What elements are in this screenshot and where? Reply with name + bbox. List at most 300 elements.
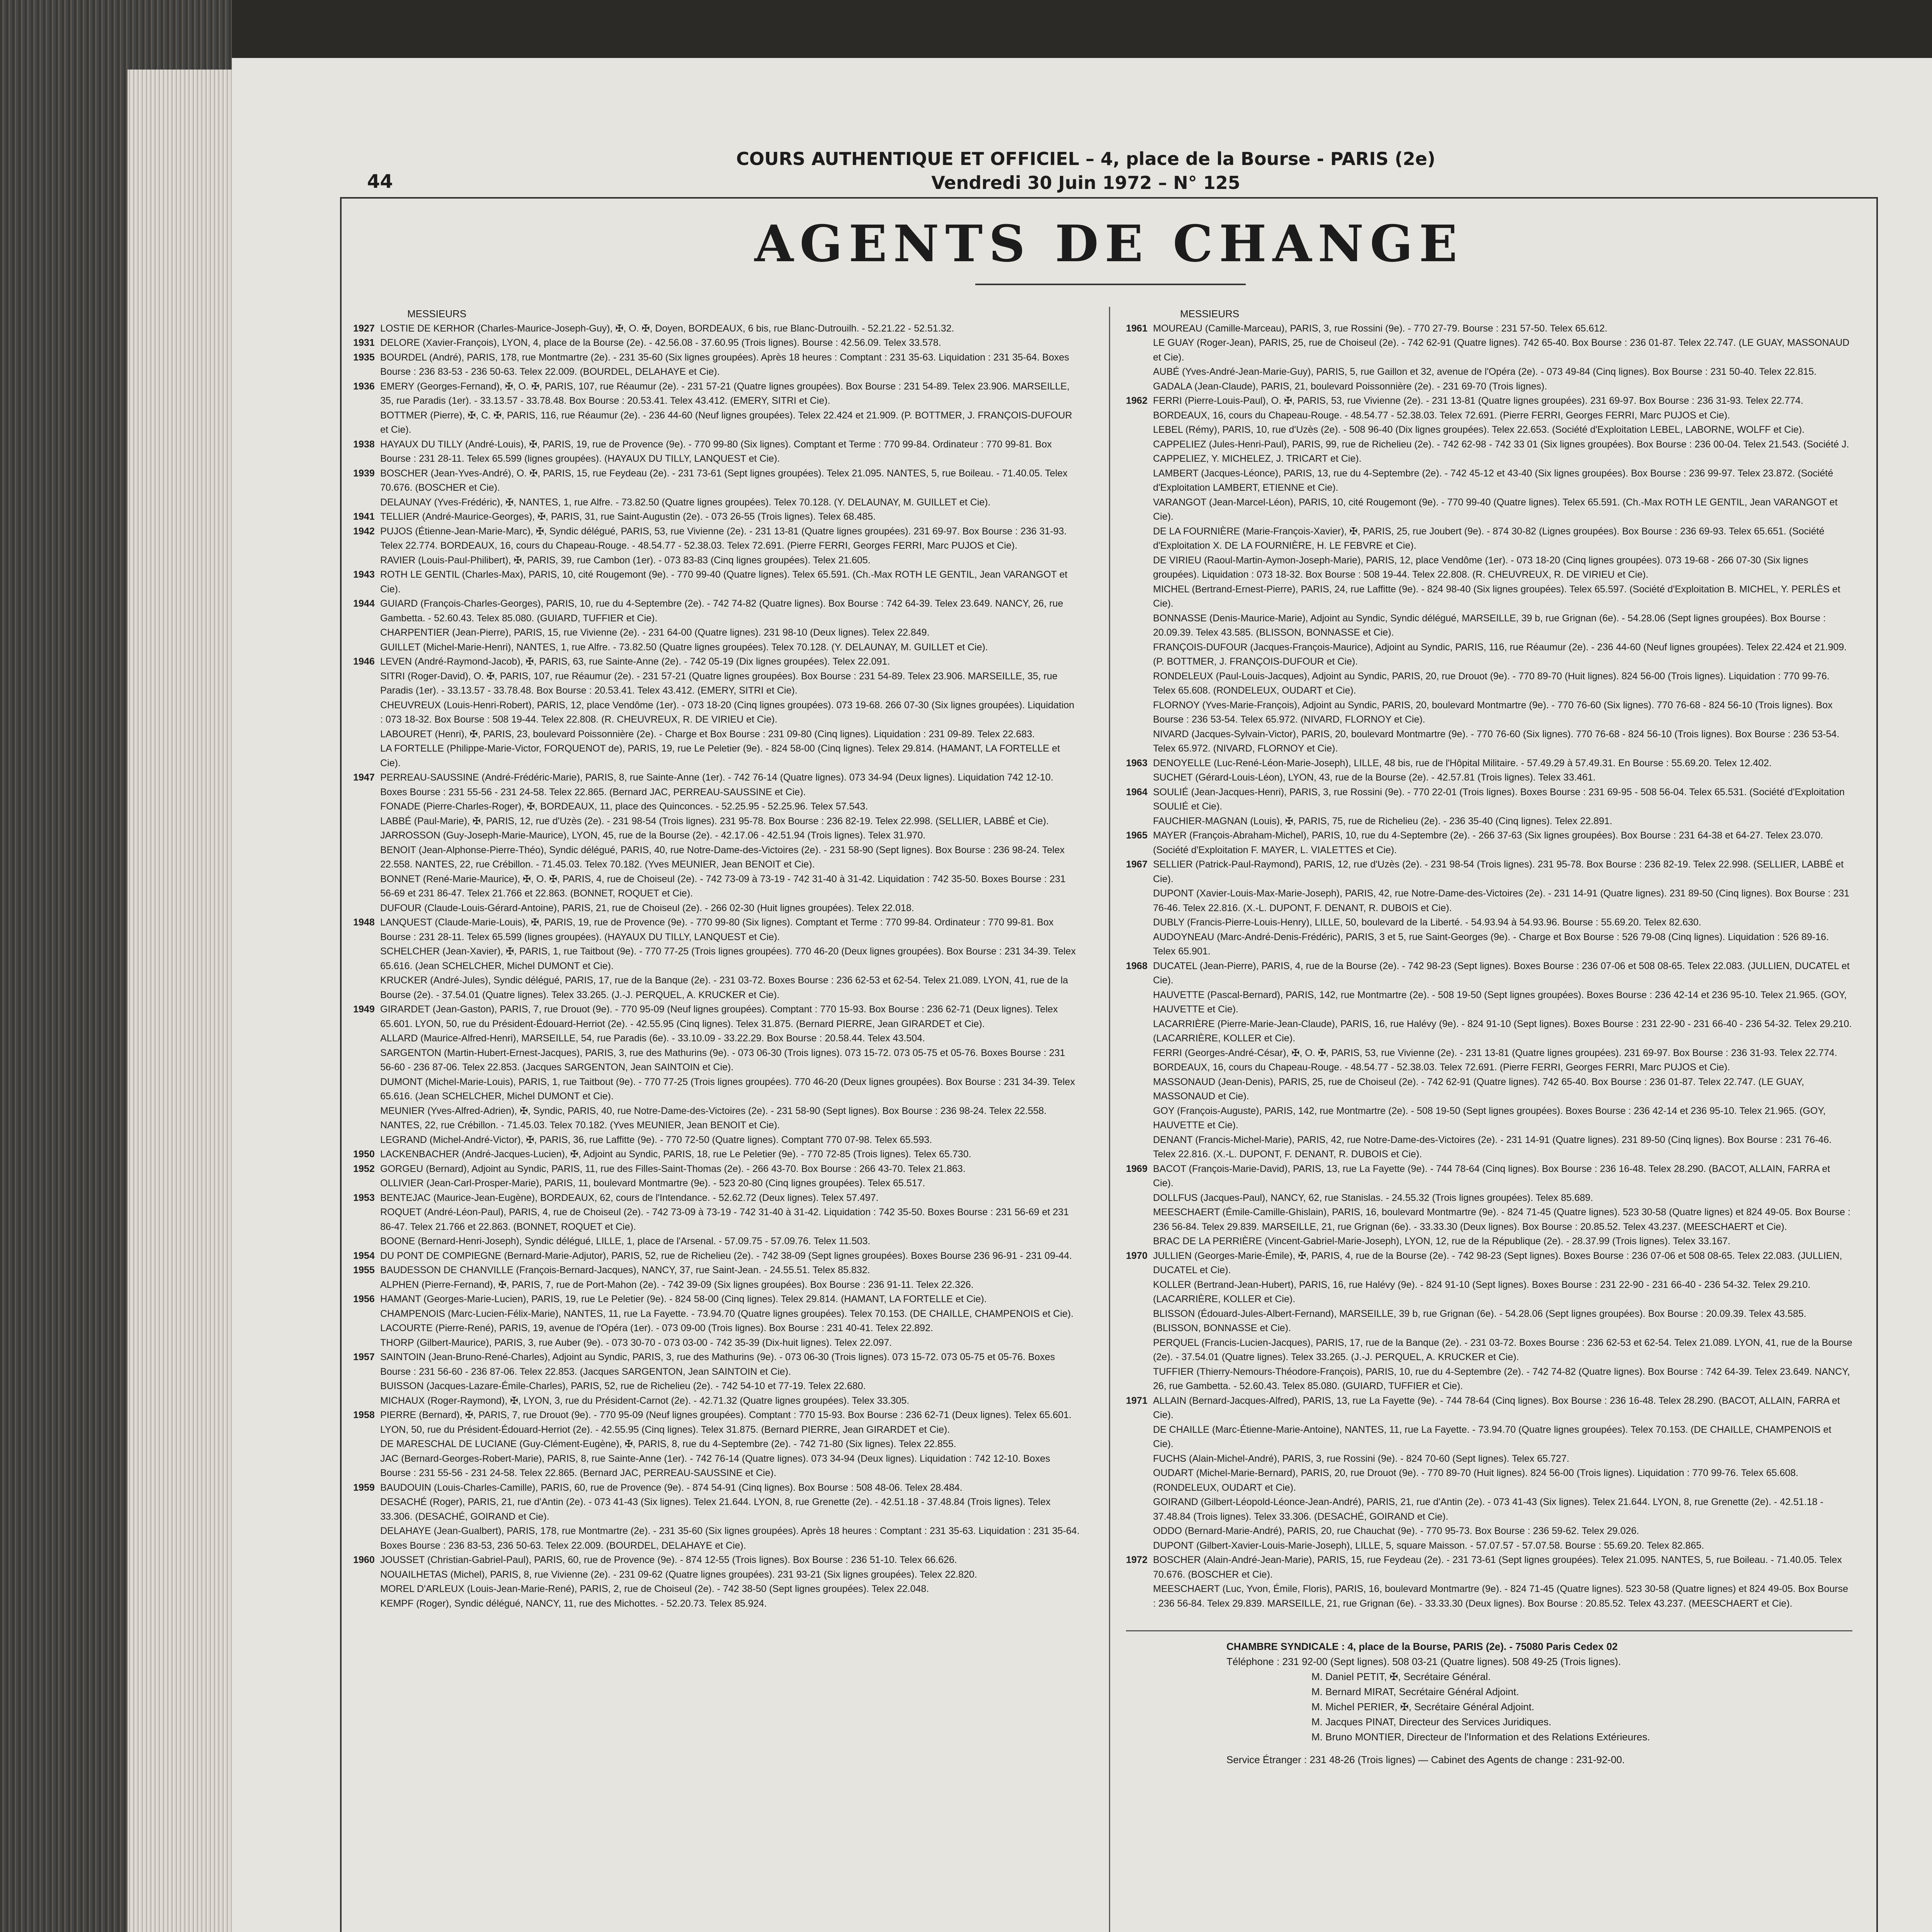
entry-year <box>1126 423 1153 437</box>
entry-text: DENANT (Francis-Michel-Marie), PARIS, 42, rue Notre-Dame-des-Victoires (2e). - 231 14-91 (Quatre lignes). 231 89-50 (Cinq lignes). Box Bourse : 231 76-46. Telex 22.816. (X.-L. DUPONT, F. DENANT, R. DUBOIS et Cie). <box>1153 1134 1832 1160</box>
entry-year <box>1126 1452 1153 1466</box>
entry-year <box>353 1278 380 1293</box>
entry-text: GOIRAND (Gilbert-Léopold-Léonce-Jean-André), PARIS, 21, rue d'Antin (2e). - 073 41-43 (Six lignes). Telex 21.644. LYON, 8, rue Grenette (2e). - 42.51.18 - 37.48.84 (Trois lignes). Telex 33.306. (DESACHÉ, GOIRAND et Cie). <box>1153 1497 1823 1522</box>
entry-year <box>1126 582 1153 611</box>
agent-entry <box>353 597 1080 626</box>
agent-entry <box>353 1553 1080 1568</box>
entry-year <box>1126 1234 1153 1249</box>
agent-entry <box>1126 669 1852 698</box>
entry-text: LEBEL (Rémy), PARIS, 10, rue d'Uzès (2e). - 508 96-40 (Dix lignes groupées). Telex 22.653. (Société d'Exploitation LEBEL, LABORNE, WOLFF et Cie). <box>1153 424 1805 435</box>
entry-text: BOTTMER (Pierre), ✠, C. ✠, PARIS, 116, rue Réaumur (2e). - 236 44-60 (Neuf lignes groupées). Telex 22.424 et 21.909. (P. BOTTMER, J. FRANÇOIS-DUFOUR et Cie). <box>380 410 1072 435</box>
entry-text: MEESCHAERT (Luc, Yvon, Émile, Floris), PARIS, 16, boulevard Montmartre (9e). - 824 71-45 (Quatre lignes). 523 30-58 (Quatre lignes) et 824 49-05. Box Bourse : 236 56-84. Telex 29.839. MARSEILLE, 21, rue Grignan (6e). - 33.33.30 (Deux lignes). Box Bourse : 20.85.52. Telex 43.237. (MEESCHAERT et Cie). <box>1153 1583 1848 1609</box>
entry-year: 1936 <box>353 381 375 392</box>
agent-entry <box>353 640 1080 655</box>
entry-text: DU PONT DE COMPIEGNE (Bernard-Marie-Adjutor), PARIS, 52, rue de Richelieu (2e). - 742 38-09 (Sept lignes groupées). Boxes Bourse 236 96-91 - 231 09-44. <box>380 1250 1072 1261</box>
entry-text: SUCHET (Gérard-Louis-Léon), LYON, 43, rue de la Bourse (2e). - 42.57.81 (Trois lignes). Telex 33.461. <box>1153 772 1596 783</box>
entry-text: TELLIER (André-Maurice-Georges), ✠, PARIS, 31, rue Saint-Augustin (2e). - 073 26-55 (Trois lignes). Telex 68.485. <box>380 511 876 522</box>
agent-entry <box>1126 857 1852 886</box>
entry-text: DOLLFUS (Jacques-Paul), NANCY, 62, rue Stanislas. - 24.55.32 (Trois lignes groupées). Telex 85.689. <box>1153 1192 1593 1203</box>
entry-text: DELORE (Xavier-François), LYON, 4, place de la Bourse (2e). - 42.56.08 - 37.60.95 (Trois lignes). Bourse : 42.56.09. Telex 33.578. <box>380 337 941 348</box>
agent-entry <box>1126 1423 1852 1452</box>
agent-entry <box>1126 1495 1852 1524</box>
entry-text: DE LA FOURNIÈRE (Marie-François-Xavier), ✠, PARIS, 25, rue Joubert (9e). - 874 30-82 (Lignes groupées). Box Bourse : 236 69-93. Telex 65.651. (Société d'Exploitation X. DE LA FOURNIÈRE, H. LE FEBVRE et Cie). <box>1153 526 1825 551</box>
entry-year <box>353 1452 380 1481</box>
entry-year <box>1126 524 1153 553</box>
entry-text: MICHAUX (Roger-Raymond), ✠, LYON, 3, rue du Président-Carnot (2e). - 42.71.32 (Quatre lignes groupées). Telex 33.305. <box>380 1395 910 1406</box>
entry-text: KOLLER (Bertrand-Jean-Hubert), PARIS, 16, rue Halévy (9e). - 824 91-10 (Sept lignes). Boxes Bourse : 231 22-90 - 231 66-40 - 236 54-32. Telex 29.210. (LACARRIÈRE, KOLLER et Cie). <box>1153 1279 1811 1304</box>
entry-list <box>1126 321 1852 1611</box>
entry-text: SCHELCHER (Jean-Xavier), ✠, PARIS, 1, rue Taitbout (9e). - 770 77-25 (Trois lignes groupées). 770 46-20 (Deux lignes groupées). Box Bourse : 231 34-39. Telex 65.616. (Jean SCHELCHER, Michel DUMONT et Cie). <box>380 946 1076 971</box>
agent-entry <box>353 1031 1080 1046</box>
entry-year <box>1126 379 1153 394</box>
entry-text: LACARRIÈRE (Pierre-Marie-Jean-Claude), PARIS, 16, rue Halévy (9e). - 824 91-10 (Sept lignes). Boxes Bourse : 231 22-90 - 231 66-40 - 236 54-32. Telex 29.210. (LACARRIÈRE, KOLLER et Cie). <box>1153 1018 1852 1044</box>
entry-text: SARGENTON (Martin-Hubert-Ernest-Jacques), PARIS, 3, rue des Mathurins (9e). - 073 06-30 (Trois lignes). 073 15-72. 073 05-75 et 05-76. Boxes Bourse : 231 56-60 - 236 87-06. Telex 22.853. (Jacques SARGENTON, Jean SAINTOIN et Cie). <box>380 1047 1065 1073</box>
entry-text: PUJOS (Étienne-Jean-Marie-Marc), ✠, Syndic délégué, PARIS, 53, rue Vivienne (2e). - 231 13-81 (Quatre lignes groupées). 231 69-97. Box Bourse : 236 31-93. Telex 22.774. BORDEAUX, 16, cours du Chapeau-Rouge. - 48.54.77 - 52.38.03. Telex 72.691. (Pierre FERRI, Georges FERRI, Marc PUJOS et Cie). <box>380 526 1067 551</box>
entry-text: BLISSON (Édouard-Jules-Albert-Fernand), MARSEILLE, 39 b, rue Grignan (6e). - 54.28.06 (Sept lignes groupées). Box Bourse : 20.09.39. Telex 43.585. (BLISSON, BONNASSE et Cie). <box>1153 1308 1806 1333</box>
officer-line: M. Bernard MIRAT, Secrétaire Général Adjoint. <box>1311 1686 1519 1697</box>
entry-text: SELLIER (Patrick-Paul-Raymond), PARIS, 12, rue d'Uzès (2e). - 231 98-54 (Trois lignes). 231 95-78. Box Bourse : 236 82-19. Telex 22.998. (SELLIER, LABBÉ et Cie). <box>1153 859 1844 884</box>
officer-line: M. Bruno MONTIER, Directeur de l'Information et des Relations Extérieures. <box>1311 1731 1650 1743</box>
entry-year <box>1126 1278 1153 1307</box>
entry-year <box>1126 1365 1153 1394</box>
entry-year: 1959 <box>353 1482 375 1493</box>
agent-entry <box>1126 640 1852 669</box>
entry-year <box>1126 1046 1153 1075</box>
entry-year: 1947 <box>353 772 375 783</box>
column-label: MESSIEURS <box>1180 308 1240 320</box>
agent-entry <box>353 1292 1080 1307</box>
entry-text: FERRI (Georges-André-César), ✠, O. ✠, PARIS, 53, rue Vivienne (2e). - 231 13-81 (Quatre lignes groupées). 231 69-97. Box Bourse : 236 31-93. Telex 22.774. BORDEAUX, 16, cours du Chapeau-Rouge. - 48.54.77 - 52.38.03. Telex 72.691. (Pierre FERRI, Georges FERRI, Marc PUJOS et Cie). <box>1153 1047 1837 1073</box>
entry-text: DE VIRIEU (Raoul-Martin-Aymon-Joseph-Marie), PARIS, 12, place Vendôme (1er). - 073 18-20 (Cinq lignes groupées). 073 19-68 - 266 07-30 (Six lignes groupées). Liquidation : 073 18-32. Box Bourse : 508 19-44. Telex 22.808. (R. CHEUVREUX, R. DE VIRIEU et Cie). <box>1153 554 1808 580</box>
entry-year <box>353 1437 380 1452</box>
agent-entry <box>353 437 1080 466</box>
entry-text: OUDART (Michel-Marie-Bernard), PARIS, 20, rue Drouot (9e). - 770 89-70 (Huit lignes). 824 56-00 (Trois lignes). Liquidation : 770 99-76. Telex 65.608. (RONDELEUX, OUDART et Cie). <box>1153 1468 1799 1493</box>
entry-year <box>1126 1582 1153 1611</box>
entry-text: MOUREAU (Camille-Marceau), PARIS, 3, rue Rossini (9e). - 770 27-79. Bourse : 231 57-50. Telex 65.612. <box>1153 323 1607 334</box>
entry-text: NOUAILHETAS (Michel), PARIS, 8, rue Vivienne (2e). - 231 09-62 (Quatre lignes groupées). 231 93-21 (Six lignes groupées). Telex 22.820. <box>380 1569 977 1580</box>
entry-year: 1971 <box>1126 1395 1148 1406</box>
entry-year <box>353 1379 380 1394</box>
entry-year: 1942 <box>353 526 375 537</box>
agent-entry <box>353 408 1080 437</box>
entry-year <box>353 1075 380 1104</box>
entry-text: FLORNOY (Yves-Marie-François), Adjoint au Syndic, PARIS, 20, boulevard Montmartre (9e). - 770 76-60 (Six lignes). 770 76-68 - 824 56-10 (Trois lignes). Box Bourse : 236 53-54. Telex 65.972. (NIVARD, FLORNOY et Cie). <box>1153 699 1833 725</box>
agent-entry <box>353 1336 1080 1350</box>
entry-text: LOSTIE DE KERHOR (Charles-Maurice-Joseph-Guy), ✠, O. ✠, Doyen, BORDEAUX, 6 bis, rue Blanc-Dutrouilh. - 52.21.22 - 52.51.32. <box>380 323 954 334</box>
chambre-heading: CHAMBRE SYNDICALE : 4, place de la Bourse, PARIS (2e). - 75080 Paris Cedex 02 <box>1226 1641 1618 1652</box>
entry-text: DELAHAYE (Jean-Gualbert), PARIS, 178, rue Montmartre (2e). - 231 35-60 (Six lignes groupées). Après 18 heures : Comptant : 231 35-63. Liquidation : 231 35-64. Boxes Bourse : 236 83-53, 236 50-63. Telex 22.009. (BOURDEL, DELAHAYE et Cie). <box>380 1526 1080 1551</box>
officer-line: M. Daniel PETIT, ✠, Secrétaire Général. <box>1311 1671 1491 1682</box>
agent-entry <box>353 1394 1080 1408</box>
agent-entry <box>1126 1307 1852 1336</box>
entry-text: NIVARD (Jacques-Sylvain-Victor), PARIS, 20, boulevard Montmartre (9e). - 770 76-60 (Six lignes). 770 76-68 - 824 56-10 (Trois lignes). Box Bourse : 236 53-54. Telex 65.972. (NIVARD, FLORNOY et Cie). <box>1153 728 1840 754</box>
entry-text: DUPONT (Gilbert-Xavier-Louis-Marie-Joseph), LILLE, 5, square Maisson. - 57.07.57 - 57.07.58. Bourse : 55.69.20. Telex 82.865. <box>1153 1540 1704 1551</box>
entry-text: GORGEU (Bernard), Adjoint au Syndic, PARIS, 11, rue des Filles-Saint-Thomas (2e). - 266 43-70. Box Bourse : 266 43-70. Telex 21.863. <box>380 1163 966 1174</box>
entry-year: 1972 <box>1126 1554 1148 1565</box>
entry-year <box>353 872 380 901</box>
agent-entry <box>353 799 1080 814</box>
agent-entry <box>1126 1191 1852 1206</box>
entry-text: DUCATEL (Jean-Pierre), PARIS, 4, rue de la Bourse (2e). - 742 98-23 (Sept lignes). Boxes Bourse : 236 07-06 et 508 08-65. Telex 22.083. (JULLIEN, DUCATEL et Cie). <box>1153 960 1850 986</box>
agent-entry <box>353 944 1080 973</box>
agent-entry <box>1126 698 1852 727</box>
entry-year <box>1126 1104 1153 1133</box>
entry-year <box>353 626 380 640</box>
entry-year <box>1126 365 1153 379</box>
agent-entry <box>353 1452 1080 1481</box>
entry-year: 1946 <box>353 656 375 667</box>
entry-year: 1950 <box>353 1149 375 1160</box>
entry-year: 1956 <box>353 1294 375 1304</box>
entry-text: GIRARDET (Jean-Gaston), PARIS, 7, rue Drouot (9e). - 770 95-09 (Neuf lignes groupées). Comptant : 770 15-93. Box Bourse : 236 62-71 (Deux lignes). Telex 65.601. LYON, 50, rue du Président-Édouard-Herriot (2e). - 42.55.95 (Cinq lignes). Telex 31.875. (Bernard PIERRE, Jean GIRARDET et Cie). <box>380 1004 1058 1029</box>
entry-text: ALLAIN (Bernard-Jacques-Alfred), PARIS, 13, rue La Fayette (9e). - 744 78-64 (Cinq lignes). Box Bourse : 236 16-48. Telex 28.290. (BACOT, ALLAIN, FARRA et Cie). <box>1153 1395 1840 1420</box>
agent-entry <box>353 727 1080 742</box>
entry-year <box>1126 727 1153 756</box>
page-number: 44 <box>367 171 393 192</box>
entry-text: CHARPENTIER (Jean-Pierre), PARIS, 15, rue Vivienne (2e). - 231 64-00 (Quatre lignes). 231 98-10 (Deux lignes). Telex 22.849. <box>380 627 930 638</box>
entry-text: GUIARD (François-Charles-Georges), PARIS, 10, rue du 4-Septembre (2e). - 742 74-82 (Quatre lignes). Box Bourse : 742 64-39. Telex 23.649. NANCY, 26, rue Gambetta. - 52.60.43. Telex 85.080. (GUIARD, TUFFIER et Cie). <box>380 598 1063 624</box>
entry-year <box>1126 698 1153 727</box>
entry-text: JAC (Bernard-Georges-Robert-Marie), PARIS, 8, rue Sainte-Anne (1er). - 742 76-14 (Quatre lignes). 073 34-94 (Deux lignes). Liquidation : 742 12-10. Boxes Bourse : 231 55-56 - 231 24-58. Telex 22.865. (Bernard JAC, PERREAU-SAUSSINE et Cie). <box>380 1453 1050 1478</box>
agent-entry <box>1126 1582 1852 1611</box>
entry-year <box>353 1336 380 1350</box>
agent-entry <box>353 495 1080 510</box>
agent-entry <box>353 973 1080 1002</box>
agent-entry <box>1126 394 1852 423</box>
entry-text: DUBLY (Francis-Pierre-Louis-Henry), LILLE, 50, boulevard de la Liberté. - 54.93.94 à 54.93.96. Bourse : 55.69.20. Telex 82.630. <box>1153 917 1701 928</box>
agent-entry <box>353 655 1080 669</box>
entry-year <box>353 553 380 568</box>
entry-year: 1939 <box>353 468 375 479</box>
agent-entry <box>353 1408 1080 1437</box>
entry-text: LABBÉ (Paul-Marie), ✠, PARIS, 12, rue d'Uzès (2e). - 231 98-54 (Trois lignes). 231 95-78. Box Bourse : 236 82-19. Telex 22.998. (SELLIER, LABBÉ et Cie). <box>380 815 1049 827</box>
entry-text: EMERY (Georges-Fernand), ✠, O. ✠, PARIS, 107, rue Réaumur (2e). - 231 57-21 (Quatre lignes groupées). Box Bourse : 231 54-89. Telex 23.906. MARSEILLE, 35, rue Paradis (1er). - 33.13.57 - 33.78.48. Box Bourse : 20.53.41. Telex 43.412. (EMERY, SITRI et Cie). <box>380 381 1070 406</box>
page <box>232 58 1932 1932</box>
entry-text: ALPHEN (Pierre-Fernand), ✠, PARIS, 7, rue de Port-Mahon (2e). - 742 39-09 (Six lignes groupées). Box Bourse : 236 91-11. Telex 22.326. <box>380 1279 974 1290</box>
entry-year <box>353 1133 380 1148</box>
entry-text: JARROSSON (Guy-Joseph-Marie-Maurice), LYON, 45, rue de la Bourse (2e). - 42.17.06 - 42.51.94 (Trois lignes). Telex 31.970. <box>380 830 926 841</box>
entry-text: GOY (François-Auguste), PARIS, 142, rue Montmartre (2e). - 508 19-50 (Sept lignes groupées). Boxes Bourse : 236 42-14 et 236 95-10. Telex 21.965. (GOY, HAUVETTE et Cie). <box>1153 1105 1826 1131</box>
entry-text: BRAC DE LA PERRIÈRE (Vincent-Gabriel-Marie-Joseph), LYON, 12, rue de la République (2e). - 28.37.99 (Trois lignes). Telex 33.167. <box>1153 1236 1731 1247</box>
entry-text: ROTH LE GENTIL (Charles-Max), PARIS, 10, cité Rougemont (9e). - 770 99-40 (Quatre lignes). Telex 65.591. (Ch.-Max ROTH LE GENTIL, Jean VARANGOT et Cie). <box>380 569 1068 595</box>
officer-line: M. Jacques PINAT, Directeur des Services Juridiques. <box>1311 1716 1551 1728</box>
entry-text: BOURDEL (André), PARIS, 178, rue Montmartre (2e). - 231 35-60 (Six lignes groupées). Après 18 heures : Comptant : 231 35-63. Liquidation : 231 35-64. Boxes Bourse : 236 83-53 - 236 50-63. Telex 22.009. (BOURDEL, DELAHAYE et Cie). <box>380 352 1069 377</box>
agent-entry <box>1126 727 1852 756</box>
agent-entry <box>1126 915 1852 930</box>
agent-entry <box>1126 886 1852 915</box>
entry-year <box>353 1104 380 1133</box>
agent-entry <box>1126 770 1852 785</box>
entry-text: PERREAU-SAUSSINE (André-Frédéric-Marie), PARIS, 8, rue Sainte-Anne (1er). - 742 76-14 (Quatre lignes). 073 34-94 (Deux lignes). Liquidation 742 12-10. Boxes Bourse : 231 55-56 - 231 24-58. Telex 22.865. (Bernard JAC, PERREAU-SAUSSINE et Cie). <box>380 772 1054 798</box>
entry-year <box>353 828 380 843</box>
entry-year <box>1126 915 1153 930</box>
agent-entry <box>1126 756 1852 771</box>
entry-text: LACOURTE (Pierre-René), PARIS, 19, avenue de l'Opéra (1er). - 073 09-00 (Trois lignes). Box Bourse : 231 40-41. Telex 22.892. <box>380 1323 933 1333</box>
entry-text: HAMANT (Georges-Marie-Lucien), PARIS, 19, rue Le Peletier (9e). - 824 58-00 (Cinq lignes). Telex 29.814. (HAMANT, LA FORTELLE et Cie). <box>380 1294 987 1304</box>
agent-entry <box>353 1234 1080 1249</box>
agent-entry <box>353 698 1080 727</box>
entry-text: AUDOYNEAU (Marc-André-Denis-Frédéric), PARIS, 3 et 5, rue Saint-Georges (9e). - Charge et Box Bourse : 526 79-08 (Cinq lignes). Liquidation : 526 89-16. Telex 65.901. <box>1153 931 1829 957</box>
entry-year: 1954 <box>353 1250 375 1261</box>
agent-entry <box>353 1002 1080 1031</box>
entry-year <box>353 1321 380 1336</box>
agent-entry <box>1126 1394 1852 1423</box>
entry-year <box>353 843 380 872</box>
agent-entry <box>353 626 1080 640</box>
entry-year <box>1126 1524 1153 1539</box>
agent-entry <box>353 1162 1080 1177</box>
agent-entry <box>1126 321 1852 336</box>
entry-year: 1967 <box>1126 859 1148 870</box>
title-rule <box>975 284 1246 285</box>
entry-text: BUISSON (Jacques-Lazare-Émile-Charles), PARIS, 52, rue de Richelieu (2e). - 742 54-10 et 77-19. Telex 22.680. <box>380 1381 866 1391</box>
entry-year <box>1126 1191 1153 1206</box>
entry-year <box>353 973 380 1002</box>
entry-year: 1941 <box>353 511 375 522</box>
entry-year: 1948 <box>353 917 375 928</box>
agent-entry <box>353 770 1080 799</box>
entry-text: MAYER (François-Abraham-Michel), PARIS, 10, rue du 4-Septembre (2e). - 266 37-63 (Six lignes groupées). Box Bourse : 231 64-38 et 64-27. Telex 23.070. (Société d'Exploitation F. MAYER, L. VIALETTES et Cie). <box>1153 830 1823 855</box>
entry-text: DUMONT (Michel-Marie-Louis), PARIS, 1, rue Taitbout (9e). - 770 77-25 (Trois lignes groupées). 770 46-20 (Deux lignes groupées). Box Bourse : 231 34-39. Telex 65.616. (Jean SCHELCHER, Michel DUMONT et Cie). <box>380 1076 1075 1102</box>
entry-text: MASSONAUD (Jean-Denis), PARIS, 25, rue de Choiseul (2e). - 742 62-91 (Quatre lignes). 742 65-40. Box Bourse : 236 01-87. Telex 22.747. (LE GUAY, MASSONAUD et Cie). <box>1153 1076 1804 1102</box>
entry-year: 1943 <box>353 569 375 580</box>
entry-text: FRANÇOIS-DUFOUR (Jacques-François-Maurice), Adjoint au Syndic, PARIS, 116, rue Réaumur (2e). - 236 44-60 (Neuf lignes groupées). Telex 22.424 et 21.909. (P. BOTTMER, J. FRANÇOIS-DUFOUR et Cie). <box>1153 641 1847 667</box>
agent-entry <box>1126 1075 1852 1104</box>
entry-year: 1935 <box>353 352 375 363</box>
entry-text: BAUDESSON DE CHANVILLE (François-Bernard-Jacques), NANCY, 37, rue Saint-Jean. - 24.55.51. Telex 85.832. <box>380 1265 870 1276</box>
entry-year <box>353 1394 380 1408</box>
entry-text: BONNASSE (Denis-Maurice-Marie), Adjoint au Syndic, Syndic délégué, MARSEILLE, 39 b, rue Grignan (6e). - 54.28.06 (Sept lignes groupées). Box Bourse : 20.09.39. Telex 43.585. (BLISSON, BONNASSE et Cie). <box>1153 612 1826 638</box>
entry-text: TUFFIER (Thierry-Nemours-Théodore-François), PARIS, 10, rue du 4-Septembre (2e). - 742 74-82 (Quatre lignes). Box Bourse : 742 64-39. Telex 23.649. NANCY, 26, rue Gambetta. - 52.60.43. Telex 85.080. (GUIARD, TUFFIER et Cie). <box>1153 1366 1850 1391</box>
agent-entry <box>353 1481 1080 1495</box>
entry-year <box>353 799 380 814</box>
entry-text: FAUCHIER-MAGNAN (Louis), ✠, PARIS, 75, rue de Richelieu (2e). - 236 35-40 (Cinq lignes). Telex 22.891. <box>1153 815 1612 827</box>
entry-text: FUCHS (Alain-Michel-André), PARIS, 3, rue Rossini (9e). - 824 70-60 (Sept lignes). Telex 65.727. <box>1153 1453 1570 1464</box>
entry-year <box>353 901 380 916</box>
entry-text: SAINTOIN (Jean-Bruno-René-Charles), Adjoint au Syndic, PARIS, 3, rue des Mathurins (9e). - 073 06-30 (Trois lignes). 073 15-72. 073 05-75 et 05-76. Boxes Bourse : 231 56-60 - 236 87-06. Telex 22.853. (Jacques SARGENTON, Jean SAINTOIN et Cie). <box>380 1352 1055 1377</box>
agent-entry <box>353 1524 1080 1553</box>
agent-entry <box>1126 1466 1852 1495</box>
entry-text: MEUNIER (Yves-Alfred-Adrien), ✠, Syndic, PARIS, 40, rue Notre-Dame-des-Victoires (2e). - 231 58-90 (Sept lignes). Box Bourse : 236 98-24. Telex 22.558. NANTES, 22, rue Crébillon. - 71.45.03. Telex 70.182. (Yves MEUNIER, Jean BENOIT et Cie). <box>380 1105 1047 1131</box>
entry-year <box>353 1234 380 1249</box>
entry-year <box>1126 988 1153 1017</box>
agent-entry <box>353 814 1080 829</box>
entry-year: 1953 <box>353 1192 375 1203</box>
agent-entry <box>353 1321 1080 1336</box>
entry-year <box>353 1597 380 1611</box>
entry-text: PIERRE (Bernard), ✠, PARIS, 7, rue Drouot (9e). - 770 95-09 (Neuf lignes groupées). Comptant : 770 15-93. Box Bourse : 236 62-71 (Deux lignes). Telex 65.601. LYON, 50, rue du Président-Édouard-Herriot (2e). - 42.55.95 (Cinq lignes). Telex 31.875. (Bernard PIERRE, Jean GIRARDET et Cie). <box>380 1410 1072 1435</box>
entry-year: 1952 <box>353 1163 375 1174</box>
entry-year <box>353 698 380 727</box>
entry-year: 1944 <box>353 598 375 609</box>
chambre-telephone: Téléphone : 231 92-00 (Sept lignes). 508 03-21 (Quatre lignes). 508 49-25 (Trois lignes). <box>1226 1656 1621 1667</box>
entry-text: LANQUEST (Claude-Marie-Louis), ✠, PARIS, 19, rue de Provence (9e). - 770 99-80 (Six lignes). Comptant et Terme : 770 99-84. Ordinateur : 770 99-81. Box Bourse : 231 28-11. Telex 65.599 (lignes groupées). (HAYAUX DU TILLY, LANQUEST et Cie). <box>380 917 1054 942</box>
officer-line: M. Michel PERIER, ✠, Secrétaire Général Adjoint. <box>1311 1701 1534 1713</box>
agent-entry <box>353 843 1080 872</box>
agent-entry <box>353 466 1080 495</box>
entry-year <box>353 640 380 655</box>
page-title: AGENTS DE CHANGE <box>754 214 1464 273</box>
entry-year: 1970 <box>1126 1250 1148 1261</box>
agent-entry <box>353 1133 1080 1148</box>
agent-entry <box>1126 1524 1852 1539</box>
agent-entry <box>1126 930 1852 959</box>
chambre-service: Service Étranger : 231 48-26 (Trois lignes) — Cabinet des Agents de change : 231-92-00. <box>1226 1754 1625 1765</box>
entry-text: CAPPELIEZ (Jules-Henri-Paul), PARIS, 99, rue de Richelieu (2e). - 742 62-98 - 742 33 01 (Six lignes groupées). Box Bourse : 236 00-04. Telex 21.543. (Société J. CAPPELIEZ, Y. MICHELEZ, J. TRICART et Cie). <box>1153 439 1849 464</box>
entry-text: RAVIER (Louis-Paul-Philibert), ✠, PARIS, 39, rue Cambon (1er). - 073 83-83 (Cinq lignes groupées). Telex 21.605. <box>380 554 871 566</box>
agent-entry <box>353 1147 1080 1162</box>
entry-text: DUFOUR (Claude-Louis-Gérard-Antoine), PARIS, 21, rue de Choiseul (2e). - 266 02-30 (Huit lignes groupées). Telex 22.018. <box>380 902 914 913</box>
entry-year <box>1126 1075 1153 1104</box>
agent-entry <box>1126 785 1852 814</box>
entry-year <box>1126 669 1153 698</box>
header-line-1: COURS AUTHENTIQUE ET OFFICIEL – 4, place de la Bourse - PARIS (2e) <box>736 148 1435 169</box>
entry-year: 1969 <box>1126 1163 1148 1174</box>
entry-text: LE GUAY (Roger-Jean), PARIS, 25, rue de Choiseul (2e). - 742 62-91 (Quatre lignes). 742 65-40. Box Bourse : 236 01-87. Telex 22.747. (LE GUAY, MASSONAUD et Cie). <box>1153 337 1850 363</box>
entry-text: LEGRAND (Michel-André-Victor), ✠, PARIS, 36, rue Laffitte (9e). - 770 72-50 (Quatre lignes). Comptant 770 07-98. Telex 65.593. <box>380 1134 932 1145</box>
agent-entry <box>353 1495 1080 1524</box>
agent-entry <box>353 336 1080 350</box>
officer-list <box>1126 1669 1852 1745</box>
column-label: MESSIEURS <box>407 308 467 320</box>
agent-entry <box>353 1278 1080 1293</box>
entry-text: BENTEJAC (Maurice-Jean-Eugène), BORDEAUX, 62, cours de l'Intendance. - 52.62.72 (Deux lignes). Telex 57.497. <box>380 1192 879 1203</box>
entry-text: GADALA (Jean-Claude), PARIS, 21, boulevard Poissonnière (2e). - 231 69-70 (Trois lignes). <box>1153 381 1547 392</box>
entry-year <box>353 1205 380 1234</box>
agent-entry <box>1126 1017 1852 1046</box>
agent-entry <box>353 1176 1080 1191</box>
agent-entry <box>353 1046 1080 1075</box>
agent-entry <box>1126 336 1852 365</box>
agent-entry <box>353 1379 1080 1394</box>
entry-text: THORP (Gilbert-Maurice), PARIS, 3, rue Auber (9e). - 073 30-70 - 073 03-00 - 742 35-39 (Dix-huit lignes). Telex 22.097. <box>380 1337 892 1348</box>
chambre-syndicale <box>1126 1630 1852 1767</box>
entry-text: KEMPF (Roger), Syndic délégué, NANCY, 11, rue des Michottes. - 52.20.73. Telex 85.924. <box>380 1598 767 1609</box>
entry-year <box>1126 1205 1153 1234</box>
agent-entry <box>353 669 1080 698</box>
agent-entry <box>1126 1249 1852 1278</box>
agent-entry <box>1126 1205 1852 1234</box>
agent-entry <box>1126 423 1852 437</box>
entry-text: BONNET (René-Marie-Maurice), ✠, O. ✠, PARIS, 4, rue de Choiseul (2e). - 742 73-09 à 73-19 - 742 31-40 à 31-42. Liquidation : 742 35-50. Boxes Bourse : 231 56-69 et 231 86-47. Telex 21.766 et 22.863. (BONNET, ROQUET et Cie). <box>380 873 1066 899</box>
agent-entry <box>353 742 1080 770</box>
entry-year <box>1126 770 1153 785</box>
entry-text: MICHEL (Bertrand-Ernest-Pierre), PARIS, 24, rue Laffitte (9e). - 824 98-40 (Six lignes groupées). Telex 65.597. (Société d'Exploitation B. MICHEL, Y. PERLÈS et Cie). <box>1153 583 1840 609</box>
agent-entry <box>1126 1234 1852 1249</box>
page-stack-left <box>128 70 236 1932</box>
entry-text: DENOYELLE (Luc-René-Léon-Marie-Joseph), LILLE, 48 bis, rue de l'Hôpital Militaire. - 57.49.29 à 57.49.31. En Bourse : 55.69.20. Telex 12.402. <box>1153 757 1772 769</box>
agent-entry <box>1126 524 1852 553</box>
entry-text: BACOT (François-Marie-David), PARIS, 13, rue La Fayette (9e). - 744 78-64 (Cinq lignes). Box Bourse : 236 16-48. Telex 28.290. (BACOT, ALLAIN, FARRA et Cie). <box>1153 1163 1830 1189</box>
agent-entry <box>353 350 1080 379</box>
agent-entry <box>353 568 1080 597</box>
entry-year <box>353 1307 380 1321</box>
entry-year <box>353 1495 380 1524</box>
entry-year <box>353 1582 380 1597</box>
entry-year: 1961 <box>1126 323 1148 334</box>
entry-text: FERRI (Pierre-Louis-Paul), O. ✠, PARIS, 53, rue Vivienne (2e). - 231 13-81 (Quatre lignes groupées). 231 69-97. Box Bourse : 236 31-93. Telex 22.774. BORDEAUX, 16, cours du Chapeau-Rouge. - 48.54.77 - 52.38.03. Telex 72.691. (Pierre FERRI, Georges FERRI, Marc PUJOS et Cie). <box>1153 395 1803 421</box>
agent-entry <box>353 872 1080 901</box>
entry-text: LACKENBACHER (André-Jacques-Lucien), ✠, Adjoint au Syndic, PARIS, 18, rue Le Peletier (9e). - 770 72-85 (Trois lignes). Telex 65.730. <box>380 1149 971 1160</box>
entry-year <box>353 1031 380 1046</box>
agent-entry <box>353 1568 1080 1582</box>
entry-text: DE MARESCHAL DE LUCIANE (Guy-Clément-Eugène), ✠, PARIS, 8, rue du 4-Septembre (2e). - 742 71-80 (Six lignes). Telex 22.855. <box>380 1439 956 1449</box>
agent-entry <box>1126 582 1852 611</box>
agent-entry <box>353 1205 1080 1234</box>
agent-entry <box>1126 1539 1852 1553</box>
entry-year <box>1126 336 1153 365</box>
agent-entry <box>353 524 1080 553</box>
entry-text: KRUCKER (André-Jules), Syndic délégué, PARIS, 17, rue de la Banque (2e). - 231 03-72. Boxes Bourse : 236 62-53 et 62-54. Telex 21.089. LYON, 41, rue de la Bourse (2e). - 37.54.01 (Quatre lignes). Telex 33.265. (J.-J. PERQUEL, A. KRUCKER et Cie). <box>380 975 1068 1000</box>
entry-text: DE CHAILLE (Marc-Étienne-Marie-Antoine), NANTES, 11, rue La Fayette. - 73.94.70 (Quatre lignes groupées). Telex 70.153. (DE CHAILLE, CHAMPENOIS et Cie). <box>1153 1424 1832 1449</box>
entry-text: LA FORTELLE (Philippe-Marie-Victor, FORQUENOT de), PARIS, 19, rue Le Peletier (9e). - 824 58-00 (Cinq lignes). Telex 29.814. (HAMANT, LA FORTELLE et Cie). <box>380 743 1060 769</box>
agent-entry <box>353 321 1080 336</box>
entry-year: 1949 <box>353 1004 375 1015</box>
entry-year: 1931 <box>353 337 375 348</box>
entry-text: MEESCHAERT (Émile-Camille-Ghislain), PARIS, 16, boulevard Montmartre (9e). - 824 71-45 (Quatre lignes). 523 30-58 (Quatre lignes) et 824 49-05. Box Bourse : 236 56-84. Telex 29.839. MARSEILLE, 21, rue Grignan (6e). - 33.33.30 (Deux lignes). Box Bourse : 20.85.52. Telex 43.237. (MEESCHAERT et Cie). <box>1153 1207 1850 1232</box>
agent-entry <box>353 1075 1080 1104</box>
content-frame <box>340 197 1878 1932</box>
entry-year <box>353 944 380 973</box>
agent-entry <box>353 510 1080 524</box>
entry-year <box>1126 495 1153 524</box>
entry-year <box>1126 814 1153 829</box>
agent-entry <box>1126 1104 1852 1133</box>
agent-entry <box>1126 611 1852 640</box>
entry-year <box>353 742 380 770</box>
entry-text: LABOURET (Henri), ✠, PARIS, 23, boulevard Poissonnière (2e). - Charge et Box Bourse : 231 09-80 (Cinq lignes). Liquidation : 231 09-89. Telex 22.683. <box>380 728 1035 740</box>
entry-year <box>1126 1017 1153 1046</box>
agent-entry <box>353 901 1080 916</box>
entry-year <box>1126 611 1153 640</box>
agent-entry <box>1126 988 1852 1017</box>
agent-entry <box>353 1249 1080 1264</box>
entry-year <box>1126 1336 1153 1365</box>
column-divider <box>1109 307 1110 1932</box>
entry-year <box>1126 640 1153 669</box>
entry-text: BOONE (Bernard-Henri-Joseph), Syndic délégué, LILLE, 1, place de l'Arsenal. - 57.09.75 - 57.09.76. Telex 11.503. <box>380 1236 871 1247</box>
page-header <box>232 147 1932 195</box>
entry-text: LAMBERT (Jacques-Léonce), PARIS, 13, rue du 4-Septembre (2e). - 742 45-12 et 43-40 (Six lignes groupées). Box Bourse : 236 99-97. Telex 23.872. (Société d'Exploitation LAMBERT, ETIENNE et Cie). <box>1153 468 1833 493</box>
entry-text: GUILLET (Michel-Marie-Henri), NANTES, 1, rue Alfre. - 73.82.50 (Quatre lignes groupées). Telex 70.128. (Y. DELAUNAY, M. GUILLET et Cie). <box>380 641 988 653</box>
entry-year: 1938 <box>353 439 375 450</box>
agent-entry <box>353 553 1080 568</box>
agent-entry <box>353 1350 1080 1379</box>
entry-text: ALLARD (Maurice-Alfred-Henri), MARSEILLE, 54, rue Paradis (6e). - 33.10.09 - 33.22.29. Box Bourse : 20.58.44. Telex 43.504. <box>380 1033 925 1044</box>
entry-year <box>1126 930 1153 959</box>
entry-text: HAUVETTE (Pascal-Bernard), PARIS, 142, rue Montmartre (2e). - 508 19-50 (Sept lignes groupées). Boxes Bourse : 236 42-14 et 236 95-10. Telex 21.965. (GOY, HAUVETTE et Cie). <box>1153 989 1847 1015</box>
agent-entry <box>1126 1452 1852 1466</box>
entry-text: SITRI (Roger-David), O. ✠, PARIS, 107, rue Réaumur (2e). - 231 57-21 (Quatre lignes groupées). Box Bourse : 231 54-89. Telex 23.906. MARSEILLE, 35, rue Paradis (1er). - 33.13.57 - 33.78.48. Box Bourse : 20.53.41. Telex 43.412. (EMERY, SITRI et Cie). <box>380 670 1058 696</box>
agent-entry <box>1126 959 1852 988</box>
entry-list <box>353 321 1080 1611</box>
left-column <box>353 307 1080 1932</box>
agent-entry <box>353 1307 1080 1321</box>
entry-text: JOUSSET (Christian-Gabriel-Paul), PARIS, 60, rue de Provence (9e). - 874 12-55 (Trois lignes). Box Bourse : 236 51-10. Telex 66.626. <box>380 1554 957 1565</box>
agent-entry <box>353 1191 1080 1206</box>
agent-entry <box>1126 365 1852 379</box>
entry-text: PERQUEL (Francis-Lucien-Jacques), PARIS, 17, rue de la Banque (2e). - 231 03-72. Boxes Bourse : 236 62-53 et 62-54. Telex 21.089. LYON, 41, rue de la Bourse (2e). - 37.54.01 (Quatre lignes). Telex 33.265. (J.-J. PERQUEL, A. KRUCKER et Cie). <box>1153 1337 1852 1362</box>
entry-year <box>1126 466 1153 495</box>
agent-entry <box>1126 1365 1852 1394</box>
entry-text: AUBÉ (Yves-André-Jean-Marie-Guy), PARIS, 5, rue Gaillon et 32, avenue de l'Opéra (2e). - 073 49-84 (Cinq lignes). Box Bourse : 231 50-40. Telex 22.815. <box>1153 366 1817 377</box>
entry-year <box>1126 886 1153 915</box>
entry-year: 1962 <box>1126 395 1148 406</box>
entry-text: OLLIVIER (Jean-Carl-Prosper-Marie), PARIS, 11, boulevard Montmartre (9e). - 523 20-80 (Cinq lignes groupées). Telex 65.517. <box>380 1178 925 1189</box>
agent-entry <box>1126 1278 1852 1307</box>
agent-entry <box>1126 1553 1852 1582</box>
entry-year <box>353 1524 380 1553</box>
